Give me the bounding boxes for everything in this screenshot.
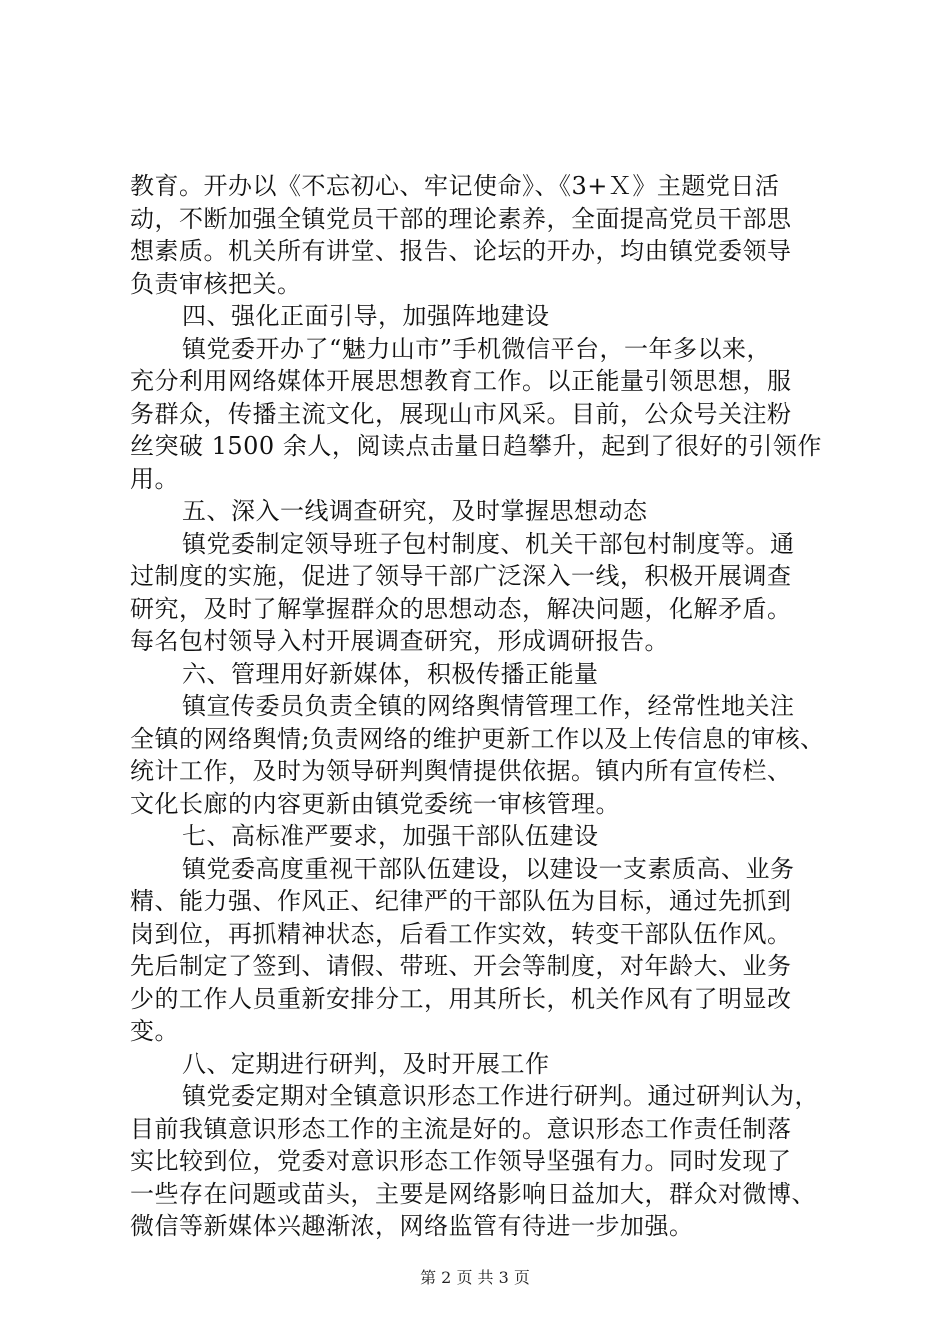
section-heading: 五、深入一线调查研究，及时掌握思想动态 xyxy=(182,497,648,525)
text-line: 岗到位，再抓精神状态，后看工作实效，转变干部队伍作风。 xyxy=(130,919,792,948)
paragraph-first-line: 镇党委开办了“魅力山市”手机微信平台，一年多以来， xyxy=(182,334,772,363)
text-line: 微信等新媒体兴趣渐浓，网络监管有待进一步加强。 xyxy=(130,1212,694,1240)
paragraph-first-line: 镇党委高度重视干部队伍建设，以建设一支素质高、业务 xyxy=(182,854,795,883)
page-number-footer: 第 2 页 共 3 页 xyxy=(420,1268,530,1287)
text-line: 充分利用网络媒体开展思想教育工作。以正能量引领思想，服 xyxy=(130,367,792,395)
text-line: 精、能力强、作风正、纪律严的干部队伍为目标，通过先抓到 xyxy=(130,887,792,915)
text-line: 丝突破 1500 余人，阅读点击量日趋攀升，起到了很好的引领作 xyxy=(130,432,822,460)
paragraph-first-line: 镇党委制定领导班子包村制度、机关干部包村制度等。通 xyxy=(182,529,795,558)
text-line: 研究，及时了解掌握群众的思想动态，解决问题，化解矛盾。 xyxy=(130,594,792,623)
text-line: 务群众，传播主流文化，展现山市风采。目前，公众号关注粉 xyxy=(130,399,792,428)
text-line: 每名包村领导入村开展调查研究，形成调研报告。 xyxy=(130,627,669,655)
text-line: 全镇的网络舆情;负责网络的维护更新工作以及上传信息的审核、 xyxy=(130,724,825,753)
text-line: 动，不断加强全镇党员干部的理论素养，全面提高党员干部思 xyxy=(130,204,792,233)
text-line: 实比较到位，党委对意识形态工作领导坚强有力。同时发现了 xyxy=(130,1147,792,1175)
text-line: 变。 xyxy=(130,1017,179,1045)
section-heading: 六、管理用好新媒体，积极传播正能量 xyxy=(182,659,599,688)
section-heading: 七、高标准严要求，加强干部队伍建设 xyxy=(182,822,599,850)
text-line: 负责审核把关。 xyxy=(130,269,302,298)
section-heading: 八、定期进行研判，及时开展工作 xyxy=(182,1049,550,1078)
section-heading: 四、强化正面引导，加强阵地建设 xyxy=(182,302,550,330)
text-line: 少的工作人员重新安排分工，用其所长，机关作风有了明显改 xyxy=(130,984,792,1013)
text-line: 统计工作，及时为领导研判舆情提供依据。镇内所有宣传栏、 xyxy=(130,757,792,785)
text-line: 过制度的实施，促进了领导干部广泛深入一线，积极开展调查 xyxy=(130,562,792,590)
text-line: 想素质。机关所有讲堂、报告、论坛的开办，均由镇党委领导 xyxy=(130,237,792,265)
document-body xyxy=(130,170,826,1243)
text-line: 目前我镇意识形态工作的主流是好的。意识形态工作责任制落 xyxy=(130,1114,792,1143)
paragraph-first-line: 镇党委定期对全镇意识形态工作进行研判。通过研判认为， xyxy=(182,1082,819,1110)
text-line: 文化长廊的内容更新由镇党委统一审核管理。 xyxy=(130,789,620,818)
text-line: 先后制定了签到、请假、带班、开会等制度，对年龄大、业务 xyxy=(130,952,792,980)
text-line: 教育。开办以《不忘初心、牢记使命》、《3+Ｘ》主题党日活 xyxy=(130,172,780,200)
paragraph-first-line: 镇宣传委员负责全镇的网络舆情管理工作，经常性地关注 xyxy=(182,692,795,720)
text-line: 用。 xyxy=(130,464,179,493)
text-line: 一些存在问题或苗头，主要是网络影响日益加大，群众对微博、 xyxy=(130,1179,816,1208)
